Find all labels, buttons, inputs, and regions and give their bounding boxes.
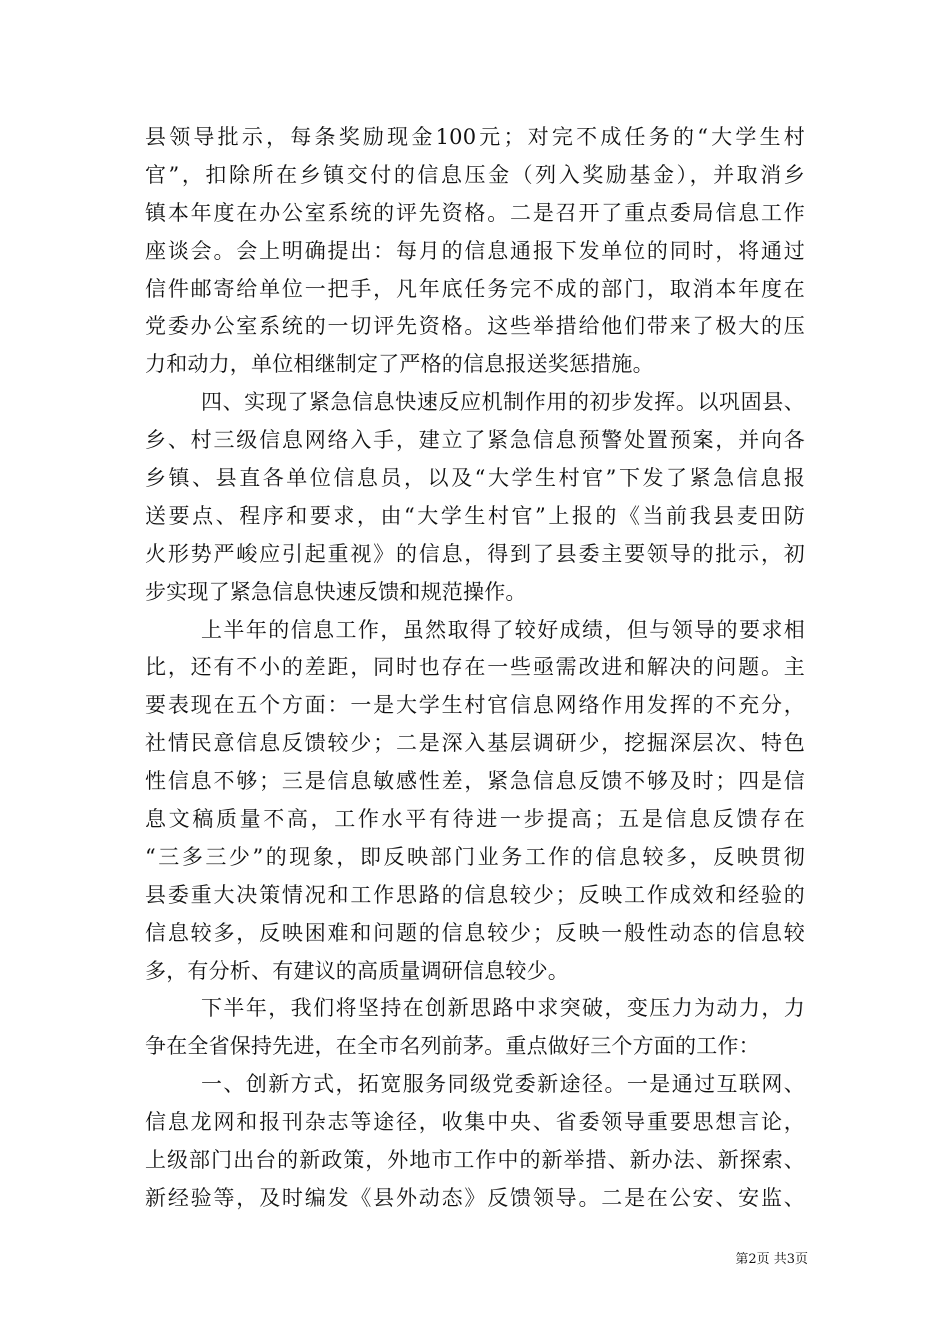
text-line: 信息龙网和报刊杂志等途径，收集中央、省委领导重要思想言论， (145, 1110, 805, 1135)
text-line: 乡镇、县直各单位信息员，以及“大学生村官”下发了紧急信息报 (145, 466, 805, 491)
paragraph (145, 1066, 805, 1218)
paragraph (145, 384, 805, 611)
text-line: 步实现了紧急信息快速反馈和规范操作。 (145, 579, 527, 604)
paragraph (145, 612, 805, 991)
text-line: 要表现在五个方面：一是大学生村官信息网络作用发挥的不充分， (145, 693, 805, 718)
text-line: 上半年的信息工作，虽然取得了较好成绩，但与领导的要求相 (201, 617, 805, 642)
text-line: 县领导批示，每条奖励现金100元；对完不成任务的“大学生村 (145, 125, 805, 149)
text-line: 息文稿质量不高，工作水平有待进一步提高；五是信息反馈存在 (145, 807, 805, 832)
paragraph (145, 990, 805, 1066)
text-line: 新经验等，及时编发《县外动态》反馈领导。二是在公安、安监、 (145, 1185, 805, 1210)
text-line: 多，有分析、有建议的高质量调研信息较少。 (145, 958, 569, 983)
text-line: 县委重大决策情况和工作思路的信息较少；反映工作成效和经验的 (145, 882, 805, 907)
text-line: 党委办公室系统的一切评先资格。这些举措给他们带来了极大的压 (145, 314, 805, 339)
text-line: 官”，扣除所在乡镇交付的信息压金（列入奖励基金），并取消乡 (145, 162, 805, 187)
text-line: 火形势严峻应引起重视》的信息，得到了县委主要领导的批示，初 (145, 541, 805, 566)
text-line: 社情民意信息反馈较少；二是深入基层调研少，挖掘深层次、特色 (145, 731, 805, 756)
text-line: 四、实现了紧急信息快速反应机制作用的初步发挥。以巩固县、 (201, 390, 805, 415)
text-line: 比，还有不小的差距，同时也存在一些亟需改进和解决的问题。主 (145, 655, 805, 680)
document-body (145, 119, 805, 1218)
text-line: 上级部门出台的新政策，外地市工作中的新举措、新办法、新探索、 (145, 1148, 805, 1173)
text-line: 乡、村三级信息网络入手，建立了紧急信息预警处置预案，并向各 (145, 428, 805, 453)
page-number-footer: 第2页 共3页 (735, 1252, 808, 1267)
text-line: 一、创新方式，拓宽服务同级党委新途径。一是通过互联网、 (201, 1072, 805, 1097)
text-line: 送要点、程序和要求，由“大学生村官”上报的《当前我县麦田防 (145, 503, 805, 528)
paragraph (145, 119, 805, 384)
text-line: 下半年，我们将坚持在创新思路中求突破，变压力为动力，力 (201, 996, 805, 1021)
text-line: 座谈会。会上明确提出：每月的信息通报下发单位的同时，将通过 (145, 238, 805, 263)
text-line: 信件邮寄给单位一把手，凡年底任务完不成的部门，取消本年度在 (145, 276, 805, 301)
text-line: 性信息不够；三是信息敏感性差，紧急信息反馈不够及时；四是信 (145, 769, 805, 794)
text-line: 镇本年度在办公室系统的评先资格。二是召开了重点委局信息工作 (145, 200, 805, 225)
text-line: 力和动力，单位相继制定了严格的信息报送奖惩措施。 (145, 352, 654, 377)
text-line: 信息较多，反映困难和问题的信息较少；反映一般性动态的信息较 (145, 920, 805, 945)
text-line: “三多三少”的现象，即反映部门业务工作的信息较多，反映贯彻 (145, 844, 805, 869)
text-line: 争在全省保持先进，在全市名列前茅。重点做好三个方面的工作： (145, 1034, 760, 1059)
